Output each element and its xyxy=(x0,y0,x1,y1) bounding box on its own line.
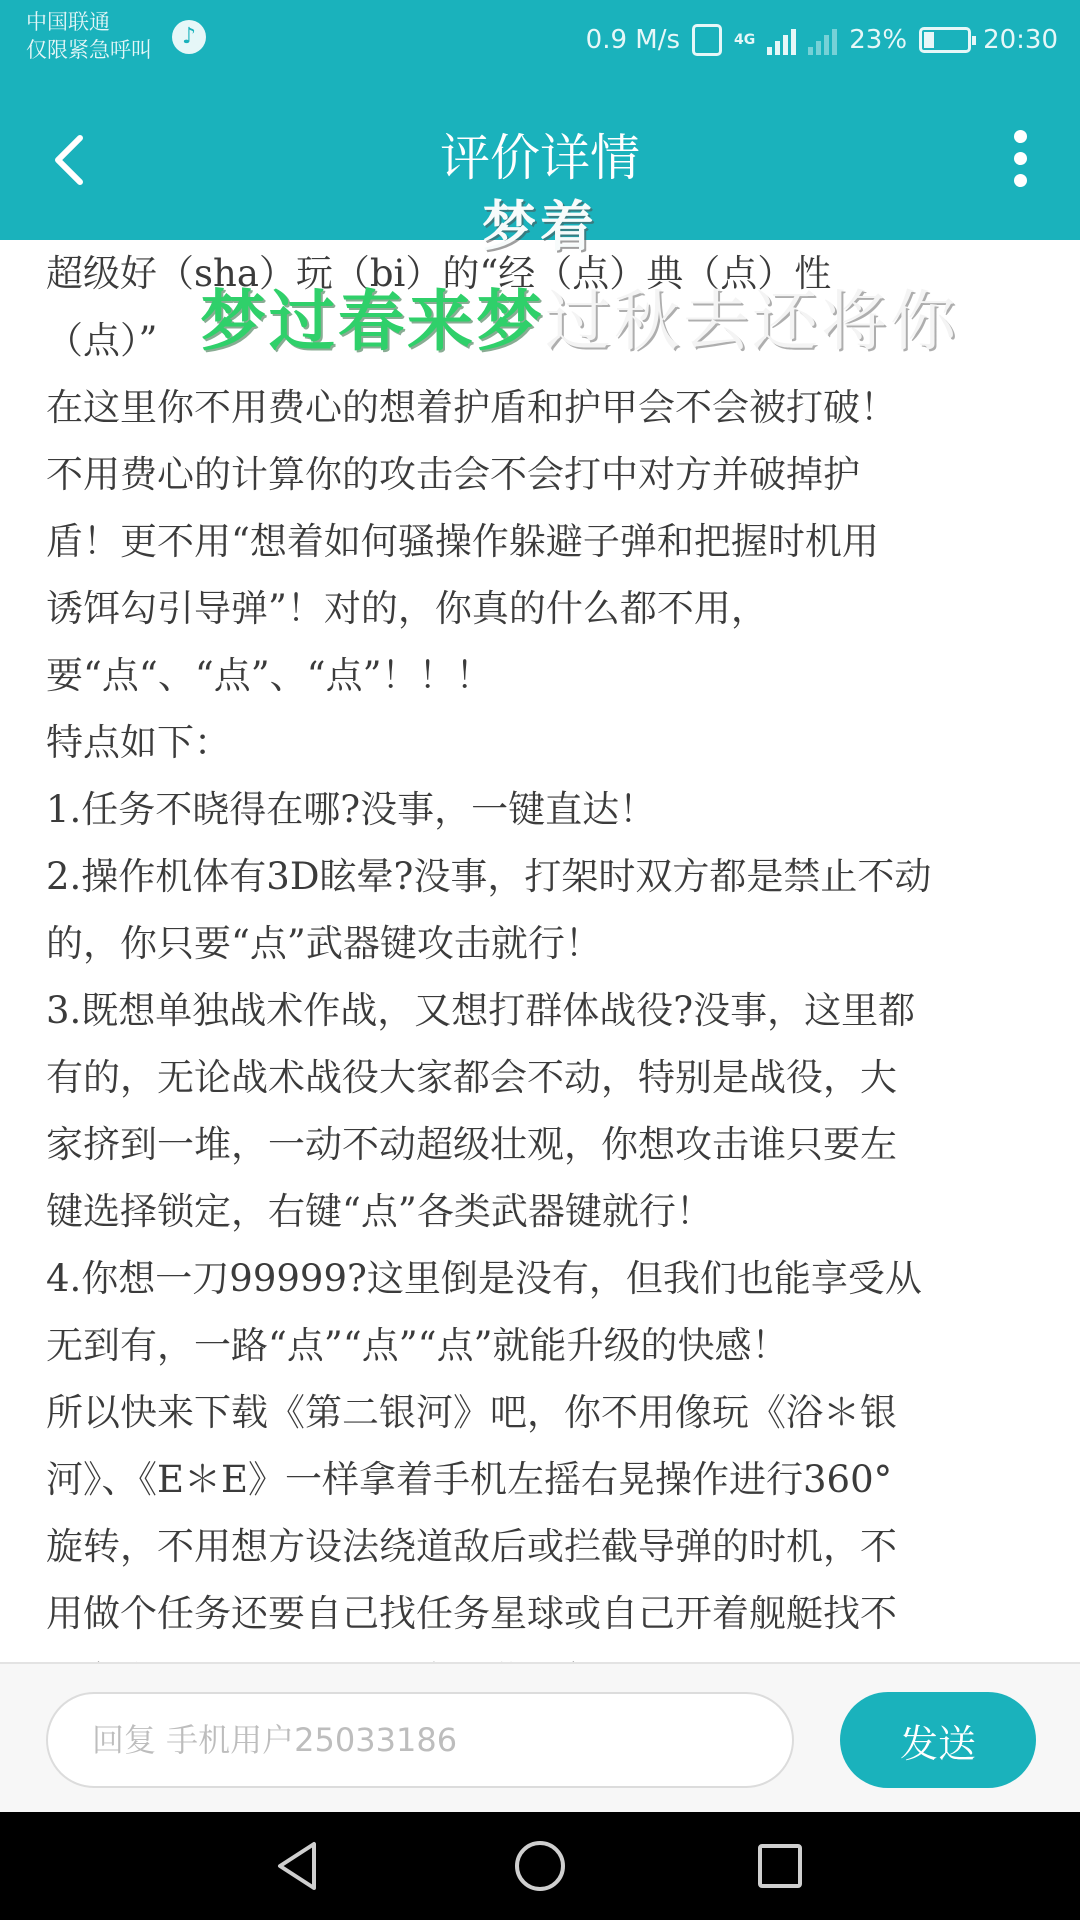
more-dot xyxy=(1014,152,1027,165)
review-line: 用做个任务还要自己找任务星球或自己开着舰艇找不 xyxy=(46,1592,897,1635)
overlay-text-top: 梦着 xyxy=(482,195,598,258)
review-line: 所以快来下载《第二银河》吧，你不用像玩《浴＊银 xyxy=(46,1391,897,1434)
more-options-button[interactable] xyxy=(1008,130,1032,190)
signal-strength-secondary-icon xyxy=(808,25,837,55)
page-title: 评价详情 xyxy=(440,129,640,187)
review-line: 有的，无论战术战役大家都会不动，特别是战役，大 xyxy=(46,1056,897,1099)
review-line: （点）” xyxy=(46,319,158,362)
send-button[interactable]: 发送 xyxy=(840,1692,1036,1788)
review-line: 旋转，不用想方设法绕道敌后或拦截导弹的时机，不 xyxy=(46,1525,897,1568)
sim-status-icon: ♪ xyxy=(172,20,206,54)
signal-strength-icon xyxy=(767,25,796,55)
carrier-name: 中国联通 xyxy=(26,10,110,34)
reply-bar xyxy=(0,1662,1080,1812)
nav-home-button[interactable] xyxy=(512,1838,568,1894)
review-line: 河》、《E＊E》一样拿着手机左摇右晃操作进行360° xyxy=(46,1458,893,1501)
status-bar xyxy=(0,0,1080,80)
status-indicators xyxy=(586,20,1058,60)
review-line: 键选择锁定，右键“点”各类武器键就行！ xyxy=(46,1190,713,1233)
review-line: 的，你只要“点”武器键攻击就行！ xyxy=(46,922,602,965)
review-line: 4.你想一刀99999?这里倒是没有，但我们也能享受从 xyxy=(46,1257,922,1300)
review-line: 家挤到一堆，一动不动超级壮观，你想攻击谁只要左 xyxy=(46,1123,897,1166)
review-line: 2.操作机体有3D眩晕?没事，打架时双方都是禁止不动 xyxy=(46,855,932,898)
review-content xyxy=(46,240,1046,1662)
carrier-note: 仅限紧急呼叫 xyxy=(26,38,152,62)
review-line: 1.任务不晓得在哪?没事，一键直达！ xyxy=(46,788,657,831)
review-line: 不用费心的计算你的攻击会不会打中对方并破掉护 xyxy=(46,453,860,496)
review-line: 超级好（sha）玩（bi）的“经（点）典（点）性 xyxy=(46,252,832,295)
network-type: 4G xyxy=(734,32,756,48)
more-vertical-icon xyxy=(1014,130,1027,143)
triangle-back-icon xyxy=(272,1838,328,1894)
review-line: 要“点“、“点”、“点”！！！ xyxy=(46,654,493,697)
square-recents-icon xyxy=(752,1838,808,1894)
system-nav-bar xyxy=(0,1812,1080,1920)
battery-icon xyxy=(919,27,971,53)
review-line: 盾！更不用“想着如何骚操作躲避子弹和把握时机用 xyxy=(46,520,879,563)
vibrate-icon xyxy=(692,24,722,56)
nav-back-button[interactable] xyxy=(272,1838,328,1894)
review-line: 3.既想单独战术作战，又想打群体战役?没事，这里都 xyxy=(46,989,916,1032)
review-line: 特点如下： xyxy=(46,721,231,764)
carrier-info xyxy=(26,8,152,64)
reply-input[interactable] xyxy=(46,1692,794,1788)
overlay-banner-green: 梦过春来梦 xyxy=(200,283,545,360)
network-speed: 0.9 M/s xyxy=(585,25,681,55)
review-line: 无到有，一路“点”“点”“点”就能升级的快感！ xyxy=(46,1324,789,1367)
battery-level-fill xyxy=(924,32,934,48)
nav-recents-button[interactable] xyxy=(752,1838,808,1894)
review-line: 诱饵勾引导弹”！对的，你真的什么都不用， xyxy=(46,587,768,630)
clock: 20:30 xyxy=(983,25,1058,55)
review-line: 在这里你不用费心的想着护盾和护甲会不会被打破！ xyxy=(46,386,897,429)
circle-home-icon xyxy=(512,1838,568,1894)
overlay-banner-white: 过秋去还将你 xyxy=(545,283,959,360)
battery-percent: 23% xyxy=(849,25,908,55)
overlay-banner xyxy=(200,268,959,363)
